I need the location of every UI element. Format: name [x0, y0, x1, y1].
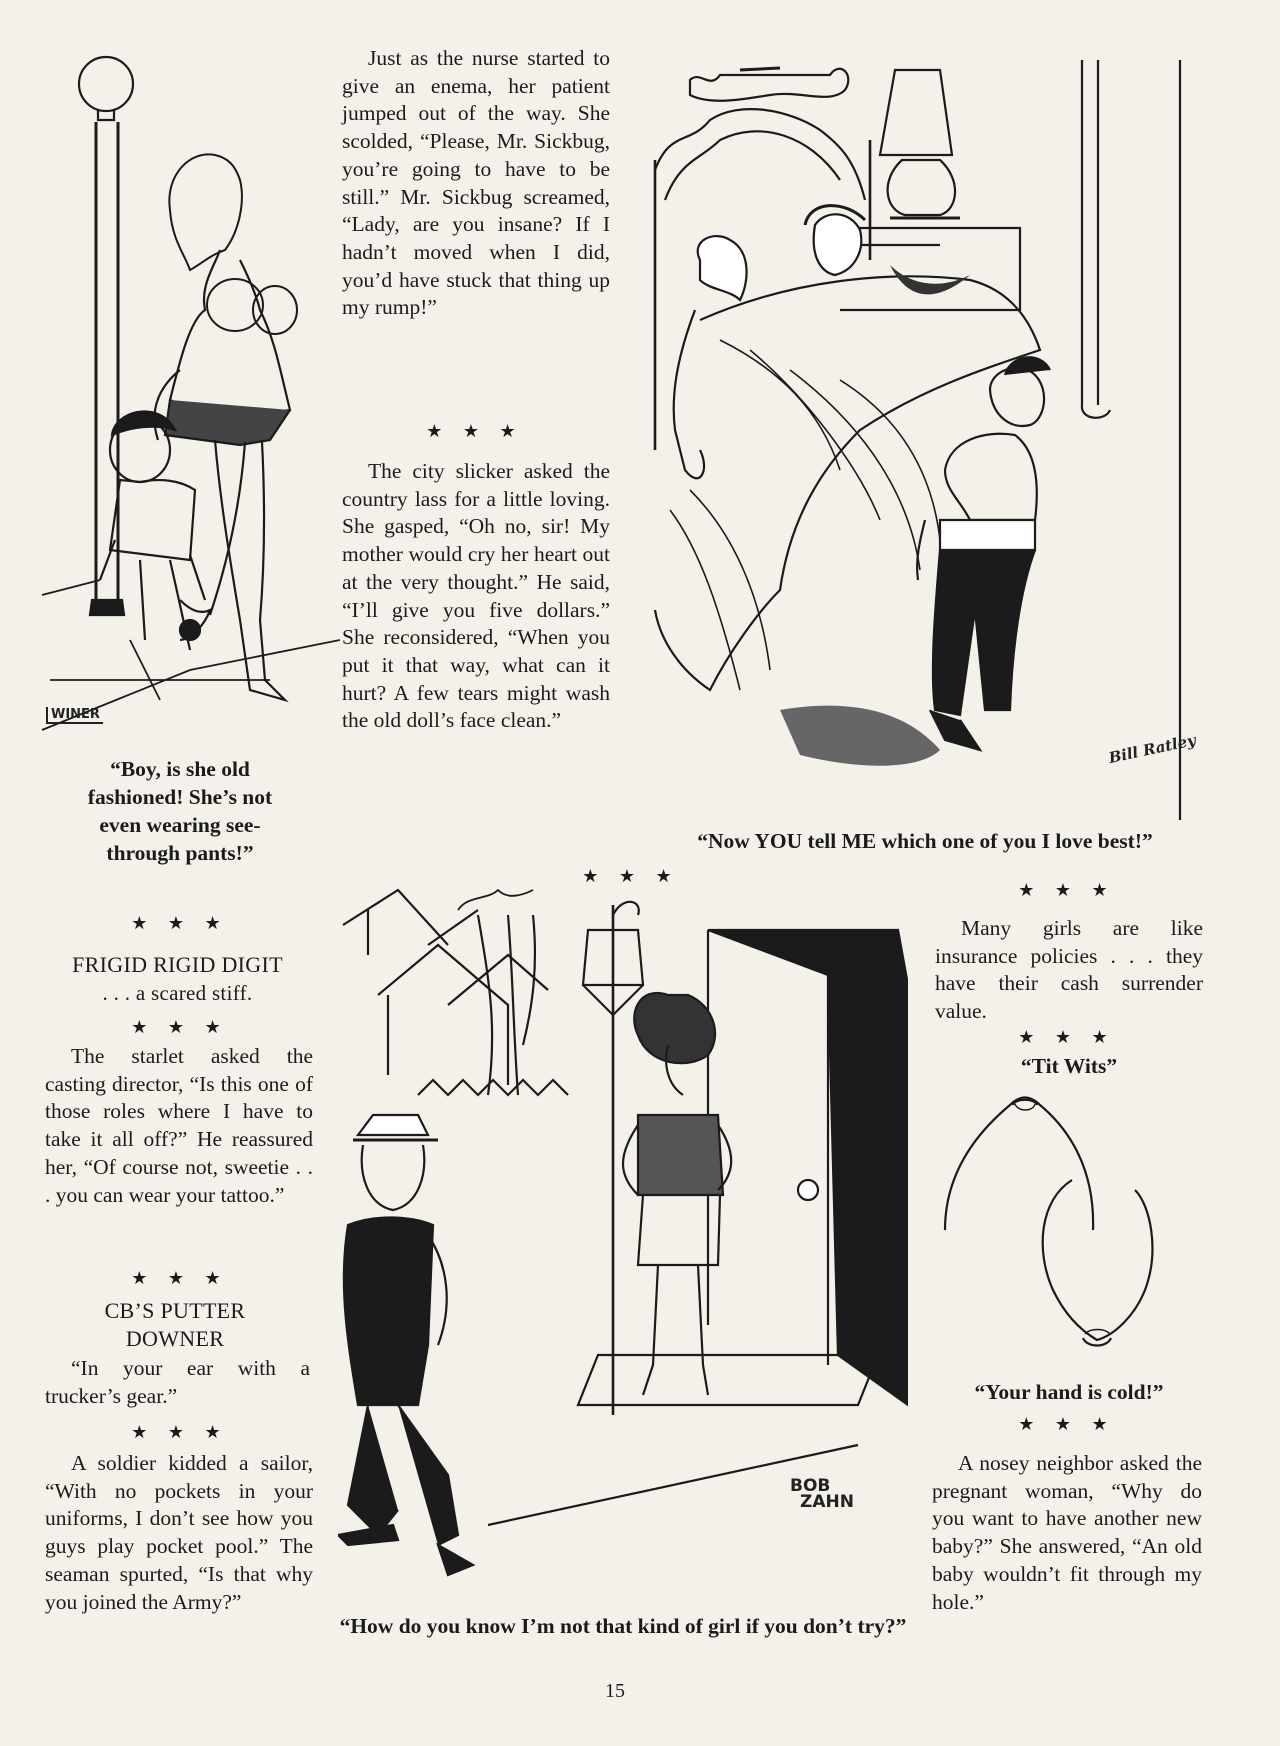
divider-stars: ★ ★ ★ [1018, 880, 1116, 900]
divider-stars: ★ ★ ★ [131, 1268, 229, 1288]
bed-cartoon-caption: “Now YOU tell ME which one of you I love best!” [697, 829, 1153, 853]
signature-line-1: BOB [790, 1476, 831, 1496]
joke-neighbor: A nosey neighbor asked the pregnant woman, “Why do you want to have another new baby?” She answered, “An old baby wouldn’t fit through my hole.” [932, 1451, 1202, 1614]
joke-starlet: The starlet asked the casting director, “Is this one of those roles where I have to take it all off?” He reassured her, “Of course not, sweetie . . . you can wear your tattoo.” [45, 1044, 313, 1207]
streetlight-cartoon [40, 40, 340, 740]
cartoonist-signature-ratley: Bill Ratley [1107, 731, 1198, 767]
tit-wits-title: “Tit Wits” [1020, 1054, 1118, 1078]
divider-stars: ★ ★ ★ [582, 866, 680, 886]
joke-title-frigid: FRIGID RIGID DIGIT [72, 952, 283, 977]
joke-nurse: Just as the nurse started to give an enema, her patient jumped out of the way. She scolded, “Please, Mr. Sickbug, you’re going to have to be still.” Mr. Sickbug screamed, “Lady, are you insane? If I hadn’t moved when I did, you’d have stuck that thing up my rump!” [342, 46, 610, 320]
joke-title-cb: CB’S PUTTER DOWNER [104, 1298, 246, 1351]
joke-insurance: Many girls are like insurance policies . . . they have their cash surrender value. [935, 916, 1203, 1024]
joke-text-frigid: . . . a scared stiff. [102, 981, 253, 1005]
divider-stars: ★ ★ ★ [426, 421, 524, 441]
streetlight-cartoon-caption: “Boy, is she old fashioned! She’s not even wearing see-through pants!” [87, 757, 273, 865]
divider-stars: ★ ★ ★ [1018, 1027, 1116, 1047]
door-cartoon-caption: “How do you know I’m not that kind of girl if you don’t try?” [339, 1614, 907, 1638]
divider-stars: ★ ★ ★ [131, 913, 229, 933]
cartoonist-signature-winer: WINER [46, 707, 103, 724]
signature-line-2: ZAHN [800, 1492, 854, 1512]
divider-stars: ★ ★ ★ [131, 1017, 229, 1037]
divider-stars: ★ ★ ★ [131, 1422, 229, 1442]
tit-wits-drawing [935, 1090, 1210, 1350]
cartoonist-signature-zahn [790, 1478, 854, 1510]
bed-cartoon [640, 50, 1210, 825]
joke-slicker: The city slicker asked the country lass for a little loving. She gasped, “Oh no, sir! My mother would cry her heart out at the very thought.” He said, “I’ll give you five dollars.” She reconsidered, “When you put it that way, what can it hurt? A few tears might wash the old doll’s face clean.” [342, 459, 610, 733]
divider-stars: ★ ★ ★ [1018, 1414, 1116, 1434]
tit-wits-caption: “Your hand is cold!” [974, 1380, 1164, 1404]
page-number: 15 [605, 1680, 625, 1702]
joke-soldier: A soldier kidded a sailor, “With no pockets in your uniforms, I don’t see how you guys play pocket pool.” The seaman spurted, “Is that why you joined the Army?” [45, 1451, 313, 1614]
joke-cb: “In your ear with a trucker’s gear.” [45, 1356, 310, 1408]
